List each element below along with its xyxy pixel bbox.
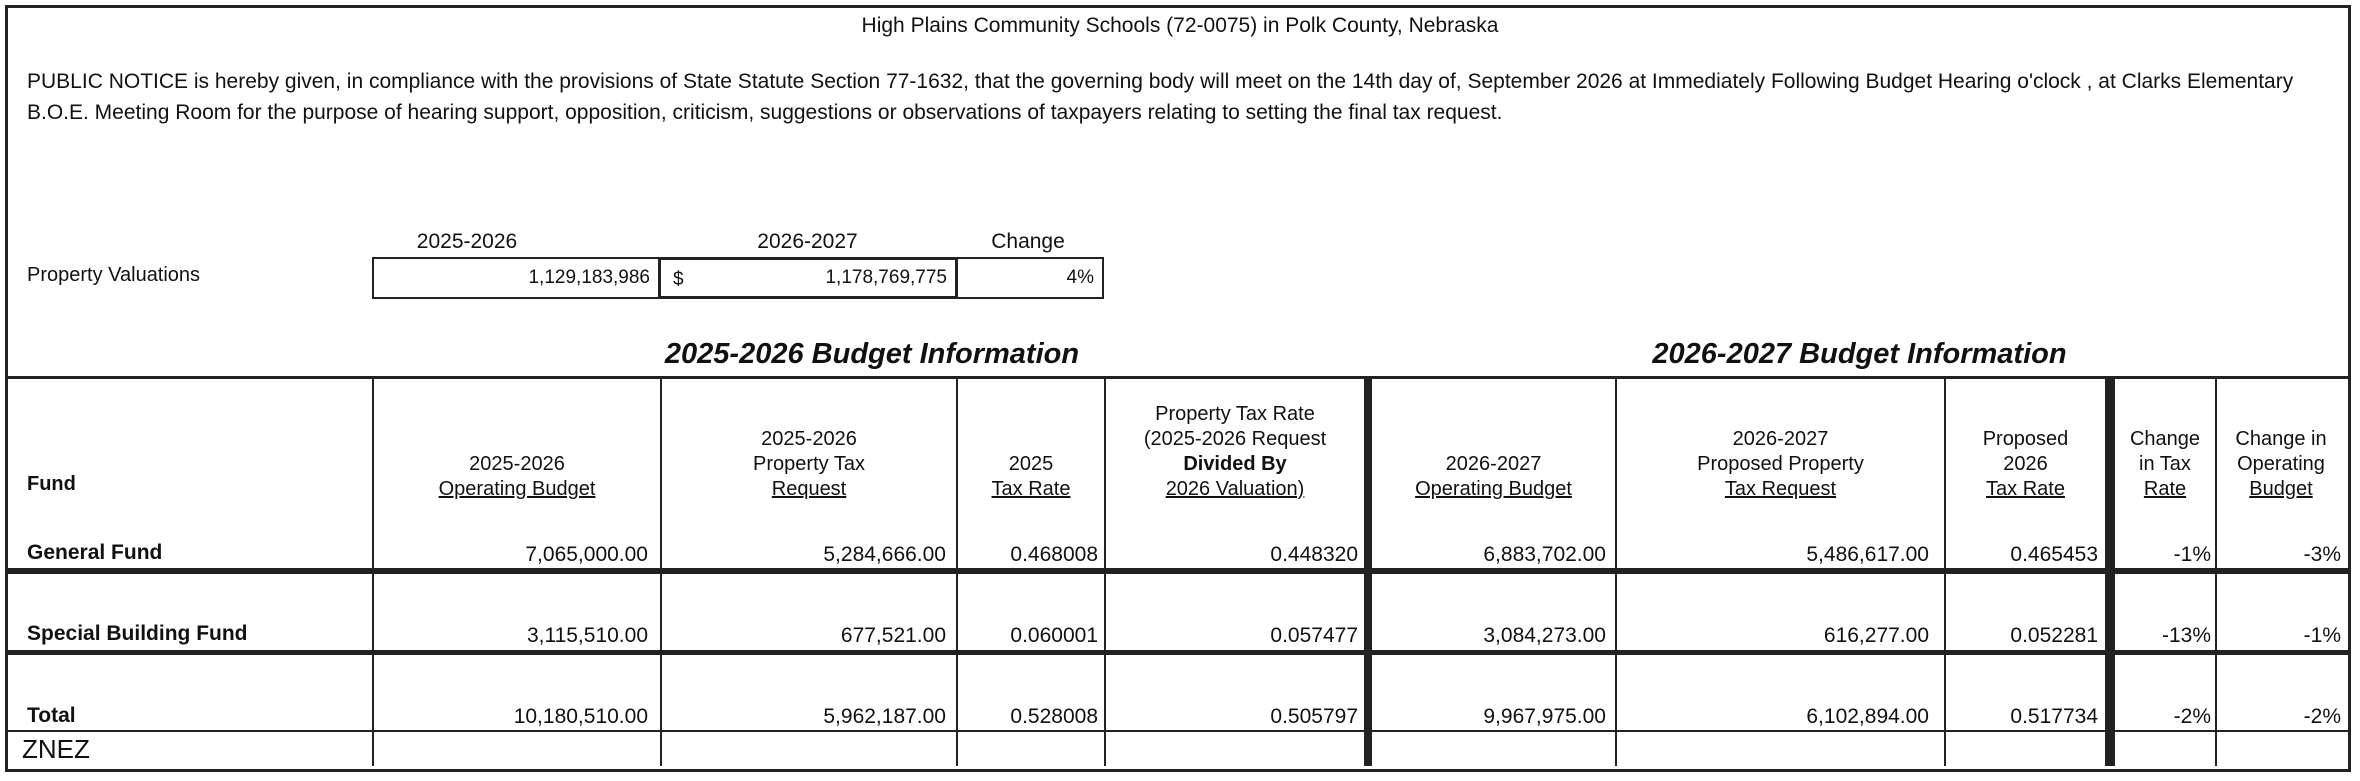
header-2025-tax-rate: 2025 Tax Rate [991,453,1071,500]
table-top-rule [8,376,2348,379]
row-general-fund-label: General Fund [27,541,163,564]
table-cell: -1% [2303,624,2341,647]
header-proposed-2026-tax-rate: Proposed 2026 Tax Rate [1982,428,2069,500]
table-cell: 6,102,894.00 [1806,705,1929,728]
dollar-sign: $ [673,269,684,290]
col-rule-5 [1364,376,1372,766]
table-cell: 0.517734 [2010,705,2098,728]
table-cell: 0.528008 [1010,705,1098,728]
pv-value-2025: 1,129,183,986 [372,257,660,299]
table-cell: -2% [2173,705,2211,728]
table-cell: 0.057477 [1270,624,1358,647]
col-rule-8 [2105,376,2115,766]
table-cell: 5,284,666.00 [823,543,946,566]
table-cell: 0.052281 [2010,624,2098,647]
table-cell: 9,967,975.00 [1483,705,1606,728]
table-cell: 677,521.00 [840,624,946,647]
section-2025-heading: 2025-2026 Budget Information [664,338,1080,370]
row-special-building-fund-label: Special Building Fund [27,622,248,645]
table-cell: 0.505797 [1270,705,1358,728]
pv-change-label: Change [991,230,1065,253]
pv-year-2026: 2026-2027 [757,230,858,253]
header-change-in-tax-rate: Change in Tax Rate [2129,428,2201,500]
table-cell: 5,962,187.00 [823,705,946,728]
table-cell: -13% [2161,624,2211,647]
public-notice-text: PUBLIC NOTICE is hereby given, in compliance with the provisions of State Statute Section 77-1632, that the governing body will meet on the 14th day of, September 2026 at Immediately Following Budget Hearing o'clock , at Clarks Elementary B.O.E. Meeting Room for the purpose of hearing support, opposition, criticism, suggestions or observations of taxpayers relating to setting the final tax request. [27,70,2294,124]
pv-year-2025: 2025-2026 [416,230,518,253]
table-cell: 5,486,617.00 [1806,543,1929,566]
page-title: High Plains Community Schools (72-0075) in Polk County, Nebraska [861,14,1499,37]
table-cell: -2% [2303,705,2341,728]
table-cell: 10,180,510.00 [513,705,648,728]
row-separator-2 [8,650,2348,655]
row-total-label: Total [27,704,76,727]
table-cell: 616,277.00 [1823,624,1929,647]
table-cell: -3% [2303,543,2341,566]
table-cell: 3,115,510.00 [526,624,648,647]
header-2026-proposed-property-tax-request: 2026-2027 Proposed Property Tax Request [1697,428,1864,500]
footer-code: ZNEZ [22,734,90,764]
table-cell: 7,065,000.00 [525,543,648,566]
table-cell: 0.465453 [2010,543,2098,566]
table-cell: 0.448320 [1270,543,1358,566]
fund-header: Fund [27,473,76,495]
section-2026-heading: 2026-2027 Budget Information [1652,338,2067,370]
header-2025-property-tax-request: 2025-2026 Property Tax Request [753,428,865,500]
table-cell: 0.468008 [1010,543,1098,566]
header-2025-operating-budget: 2025-2026 Operating Budget [438,453,596,500]
table-cell: 6,883,702.00 [1483,543,1606,566]
table-cell: -1% [2173,543,2211,566]
pv-value-2026: $ 1,178,769,775 [658,257,958,299]
header-change-in-operating-budget: Change in Operating Budget [2235,428,2327,500]
table-cell: 3,084,273.00 [1483,624,1606,647]
header-property-tax-rate: Property Tax Rate (2025-2026 Request Divided By 2026 Valuation) [1143,403,1327,500]
table-cell: 0.060001 [1010,624,1098,647]
underline-spacer [0,568,2348,570]
total-row-bottom-rule [372,730,2348,732]
pv-change-value: 4% [956,257,1104,299]
total-underline [8,730,372,732]
header-2026-operating-budget: 2026-2027 Operating Budget [1415,453,1572,500]
property-valuations-label: Property Valuations [27,264,201,286]
